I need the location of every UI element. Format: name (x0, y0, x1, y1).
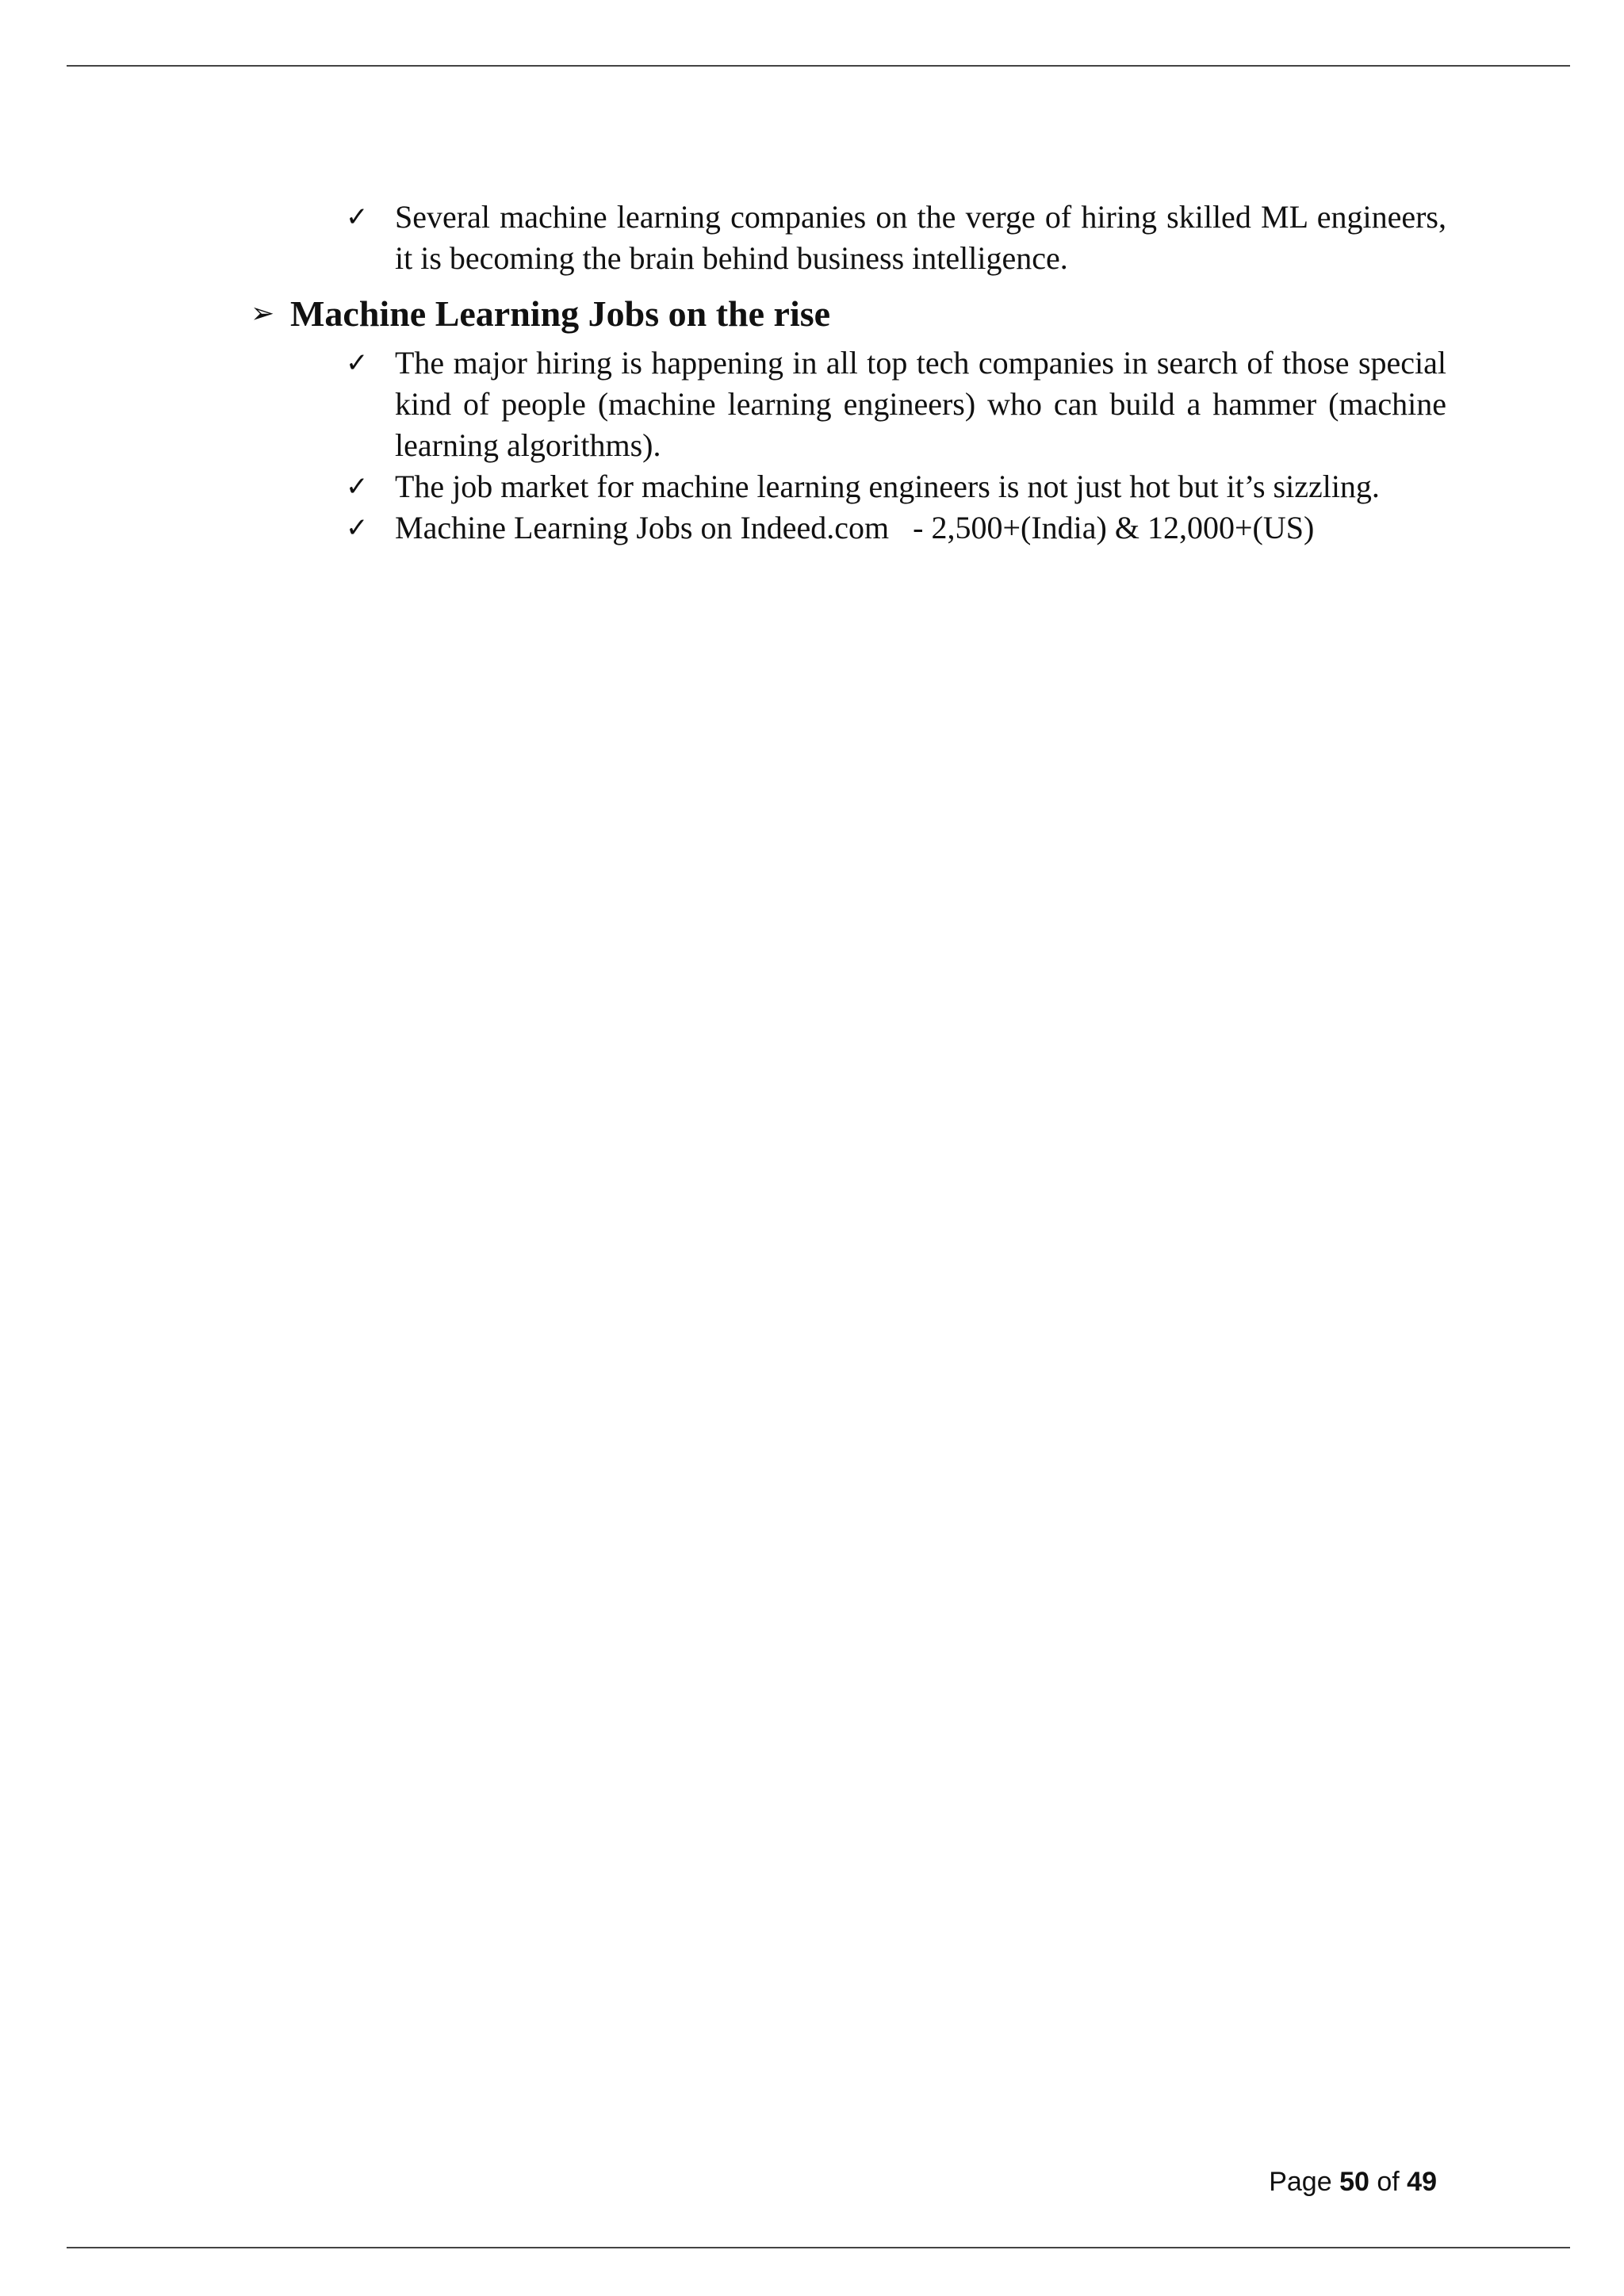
list-item-text: Machine Learning Jobs on Indeed.com - 2,500+(India) & 12,000+(US) (395, 510, 1315, 545)
arrow-right-icon: ➢ (251, 297, 275, 330)
list-item (346, 507, 1446, 549)
section-heading (251, 290, 1440, 338)
list-item-text: The major hiring is happening in all top tech companies in search of those special kind of people (machine learning engineers) who can build a hammer (machine learning algorithms). (395, 345, 1446, 463)
of-word: of (1377, 2167, 1400, 2197)
list-item-text: Several machine learning companies on the verge of hiring skilled ML engineers, it is becoming the brain behind business intelligence. (395, 199, 1446, 276)
header-rule (67, 65, 1570, 67)
current-page: 50 (1339, 2167, 1369, 2197)
list-item (346, 197, 1446, 279)
footer-rule (67, 2247, 1570, 2248)
page-number (1269, 2164, 1437, 2199)
check-icon: ✓ (346, 512, 369, 544)
list-item-text: The job market for machine learning engineers is not just hot but it’s sizzling. (395, 469, 1380, 504)
total-pages: 49 (1407, 2167, 1437, 2197)
check-icon: ✓ (346, 347, 369, 379)
page-word: Page (1269, 2167, 1332, 2197)
list-item (346, 466, 1446, 507)
section-heading-text: Machine Learning Jobs on the rise (290, 293, 831, 334)
list-item (346, 342, 1446, 466)
check-icon: ✓ (346, 471, 369, 503)
check-icon: ✓ (346, 201, 369, 233)
